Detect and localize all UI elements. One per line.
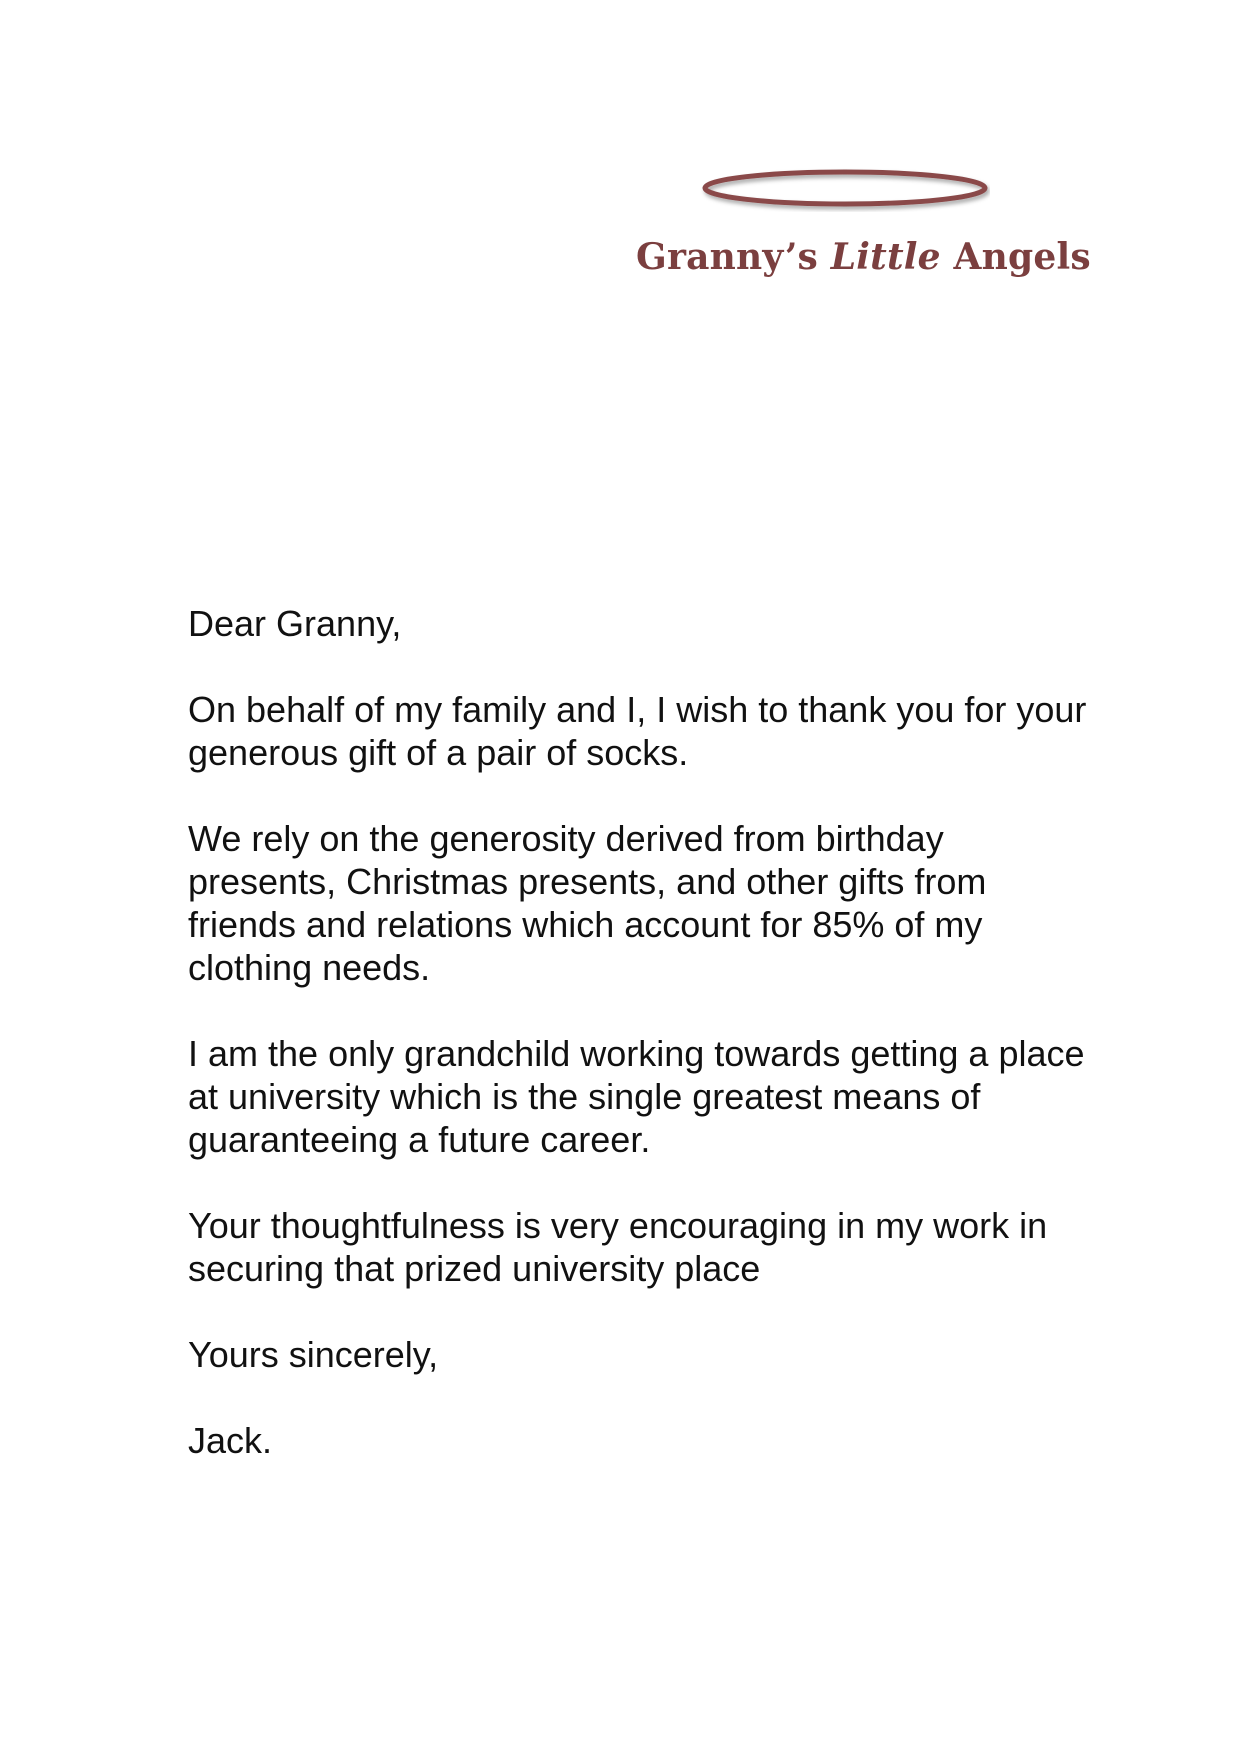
- paragraph-encouragement: Your thoughtfulness is very encouraging in my work in securing that prized university place: [188, 1205, 1048, 1289]
- letter-body: [188, 602, 1088, 1505]
- brand-part-grannys: Granny’s: [636, 236, 819, 278]
- brand-name: [636, 236, 1091, 278]
- paragraph-generosity: We rely on the generosity derived from birthday presents, Christmas presents, and other gifts from friends and relations which account for 85% of my clothing needs.: [188, 818, 987, 988]
- brand-part-little: Little: [830, 236, 941, 278]
- salutation: Dear Granny,: [188, 603, 402, 644]
- paragraph-thanks: On behalf of my family and I, I wish to thank you for your generous gift of a pair of socks.: [188, 689, 1087, 773]
- letterhead: [620, 160, 1091, 300]
- closing: Yours sincerely,: [188, 1334, 439, 1375]
- paragraph-university: I am the only grandchild working towards getting a place at university which is the single greatest means of guaranteeing a future career.: [188, 1033, 1085, 1160]
- brand-part-angels: Angels: [953, 236, 1091, 278]
- signature: Jack.: [188, 1420, 273, 1461]
- halo-icon: [700, 168, 990, 212]
